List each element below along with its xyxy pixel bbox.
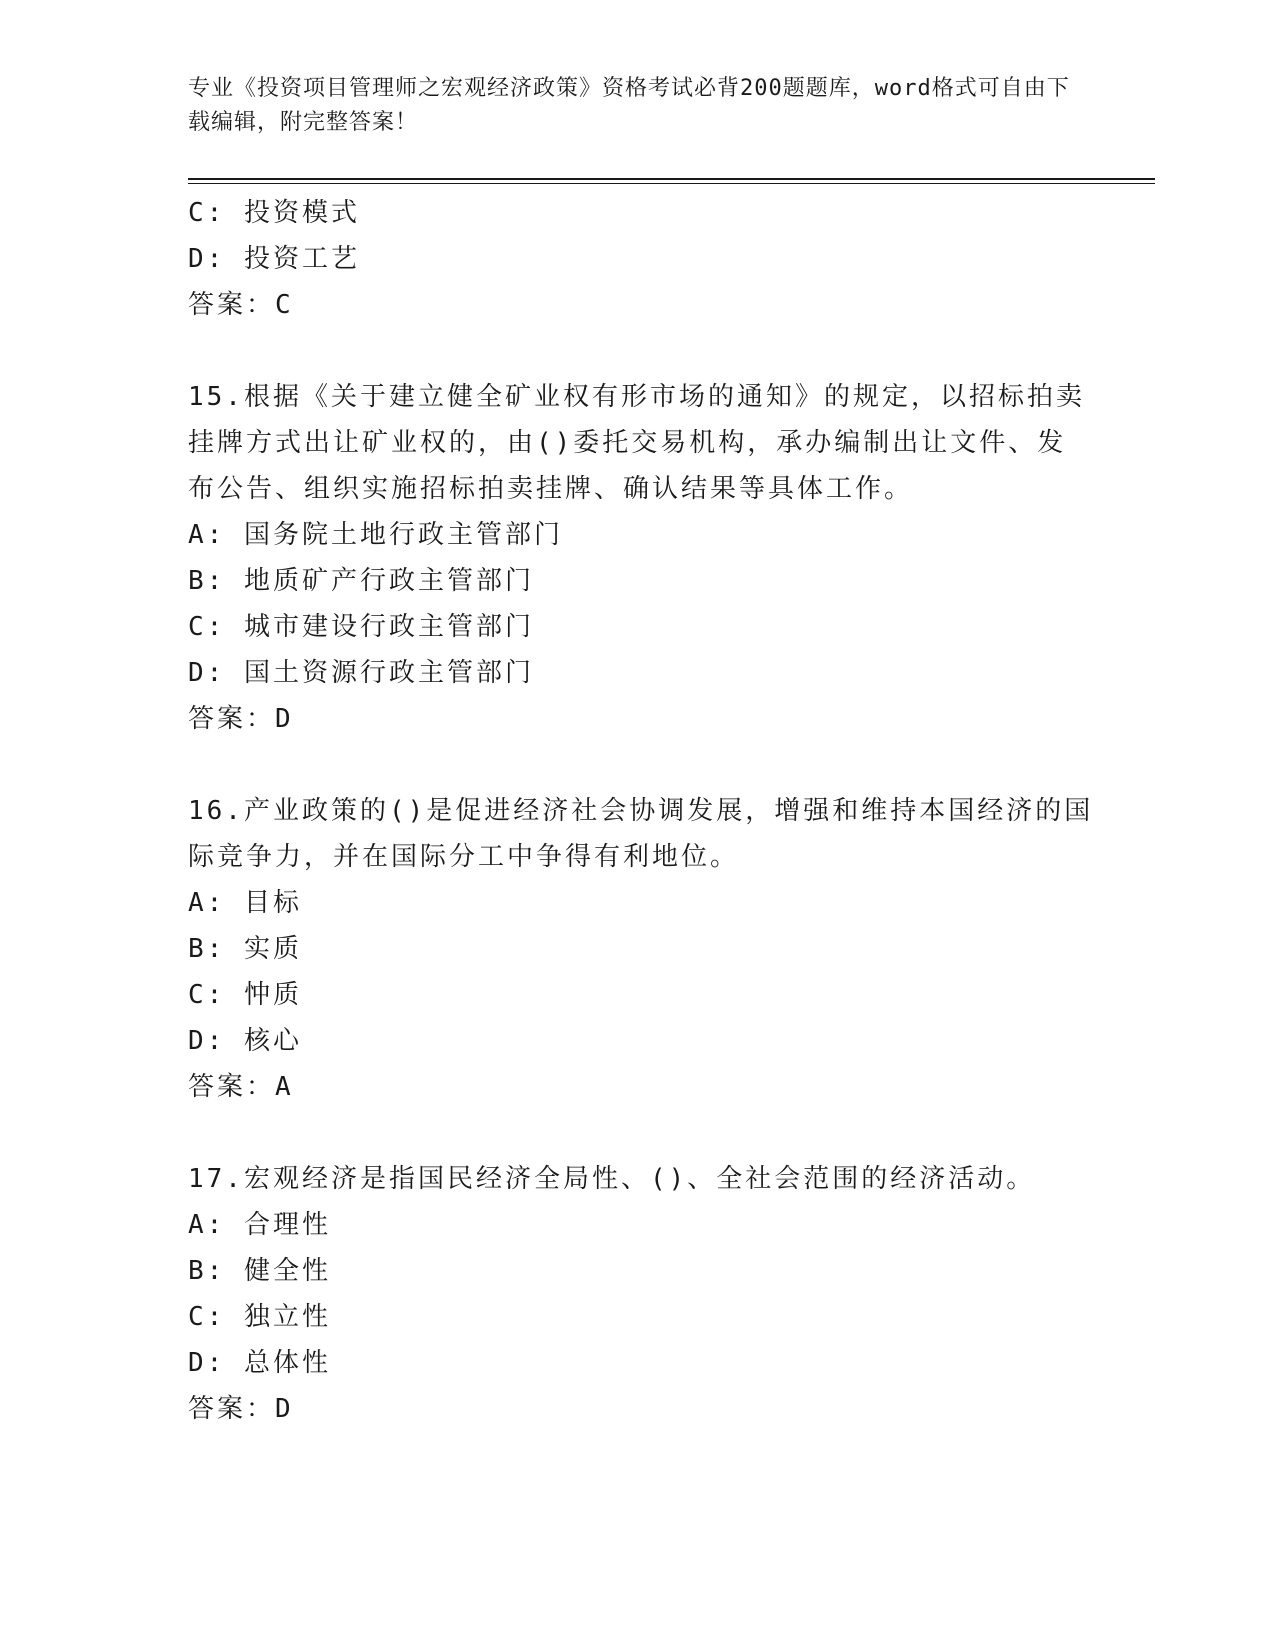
document-body <box>188 190 1094 1432</box>
question-15-line-3: 布公告、组织实施招标拍卖挂牌、确认结果等具体工作。 <box>188 474 914 504</box>
option-d: D: 核心 <box>188 1026 302 1056</box>
question-15-line-1: 15.根据《关于建立健全矿业权有形市场的通知》的规定，以招标拍卖 <box>188 382 1085 412</box>
document-header: 专业《投资项目管理师之宏观经济政策》资格考试必背200题题库，word格式可自由下载编辑，附完整答案！ <box>188 76 1070 135</box>
option-c: C: 投资模式 <box>188 198 360 228</box>
answer: 答案：D <box>188 704 294 734</box>
option-b: B: 健全性 <box>188 1256 331 1286</box>
option-b: B: 地质矿产行政主管部门 <box>188 566 534 596</box>
option-a: A: 合理性 <box>188 1210 331 1240</box>
option-a: A: 国务院土地行政主管部门 <box>188 520 563 550</box>
option-c: C: 城市建设行政主管部门 <box>188 612 534 642</box>
option-c: C: 忡质 <box>188 980 302 1010</box>
answer: 答案：C <box>188 290 294 320</box>
answer: 答案：A <box>188 1072 294 1102</box>
option-d: D: 投资工艺 <box>188 244 360 274</box>
option-b: B: 实质 <box>188 934 302 964</box>
header-divider-thin <box>188 183 1155 184</box>
option-a: A: 目标 <box>188 888 302 918</box>
option-d: D: 国土资源行政主管部门 <box>188 658 534 688</box>
answer: 答案：D <box>188 1394 294 1424</box>
question-17-line-1: 17.宏观经济是指国民经济全局性、()、全社会范围的经济活动。 <box>188 1164 1036 1194</box>
option-d: D: 总体性 <box>188 1348 331 1378</box>
question-16-line-1: 16.产业政策的()是促进经济社会协调发展，增强和维持本国经济的国 <box>188 796 1094 826</box>
question-16-line-2: 际竞争力，并在国际分工中争得有利地位。 <box>188 842 740 872</box>
option-c: C: 独立性 <box>188 1302 331 1332</box>
header-divider-thick <box>188 178 1155 180</box>
question-15-line-2: 挂牌方式出让矿业权的，由()委托交易机构，承办编制出让文件、发 <box>188 428 1067 458</box>
